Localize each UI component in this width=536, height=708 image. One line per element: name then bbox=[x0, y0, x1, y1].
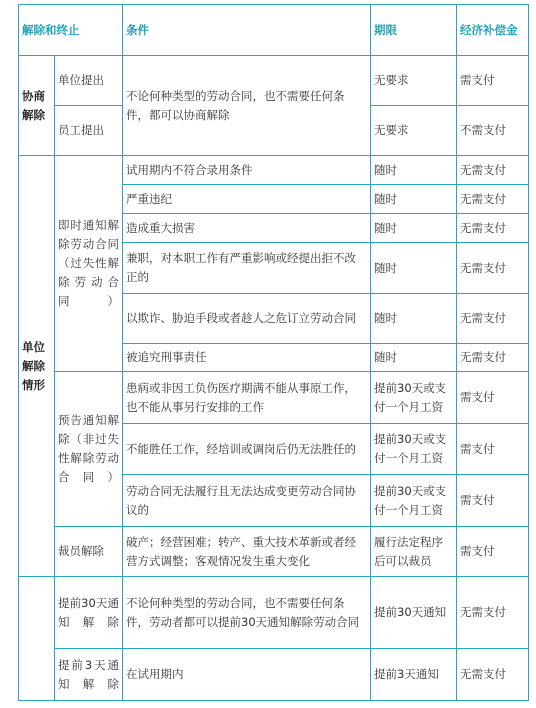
pay-cell: 无需支付 bbox=[457, 649, 529, 701]
labor-contract-table bbox=[18, 4, 529, 701]
pay-cell: 需支付 bbox=[457, 56, 529, 106]
category-mutual: 协商解除 bbox=[19, 56, 55, 156]
sub-3-day-notice: 提前3天通知解除 bbox=[55, 649, 123, 701]
pay-cell: 无需支付 bbox=[457, 185, 529, 214]
sub-30-day-notice: 提前30天通知解除 bbox=[55, 577, 123, 649]
condition-cell: 在试用期内 bbox=[123, 649, 371, 701]
condition-cell: 破产；经营困难；转产、重大技术革新或者经营方式调整；客观情况发生重大变化 bbox=[123, 527, 371, 577]
table-row bbox=[19, 372, 529, 424]
sub-layoff: 裁员解除 bbox=[55, 527, 123, 577]
pay-cell: 无需支付 bbox=[457, 243, 529, 294]
term-cell: 履行法定程序后可以裁员 bbox=[371, 527, 457, 577]
table-row bbox=[19, 577, 529, 649]
condition-cell: 不论何种类型的劳动合同，也不需要任何条件，劳动者都可以提前30天通知解除劳动合同 bbox=[123, 577, 371, 649]
pay-cell: 无需支付 bbox=[457, 344, 529, 372]
condition-cell: 劳动合同无法履行且无法达成变更劳动合同协议的 bbox=[123, 475, 371, 527]
pay-cell: 需支付 bbox=[457, 372, 529, 424]
condition-cell: 造成重大损害 bbox=[123, 214, 371, 243]
sub-employer-proposal: 单位提出 bbox=[55, 56, 123, 106]
condition-mutual: 不论何种类型的劳动合同，也不需要任何条件，都可以协商解除 bbox=[123, 56, 371, 156]
pay-cell: 无需支付 bbox=[457, 577, 529, 649]
condition-cell: 患病或非因工负伤医疗期满不能从事原工作，也不能从事另行安排的工作 bbox=[123, 372, 371, 424]
category-employee bbox=[19, 577, 55, 701]
term-cell: 随时 bbox=[371, 243, 457, 294]
condition-cell: 被追究刑事责任 bbox=[123, 344, 371, 372]
term-cell: 随时 bbox=[371, 214, 457, 243]
term-cell: 提前30天或支付一个月工资 bbox=[371, 475, 457, 527]
term-cell: 提前3天通知 bbox=[371, 649, 457, 701]
sub-immediate-notice: 即时通知解除劳动合同（过失性解除劳动合同） bbox=[55, 156, 123, 372]
term-cell: 提前30天或支付一个月工资 bbox=[371, 424, 457, 475]
sub-advance-notice: 预告通知解除（非过失性解除劳动合同） bbox=[55, 372, 123, 527]
term-cell: 提前30天或支付一个月工资 bbox=[371, 372, 457, 424]
pay-cell: 需支付 bbox=[457, 424, 529, 475]
pay-cell: 需支付 bbox=[457, 527, 529, 577]
pay-cell: 不需支付 bbox=[457, 106, 529, 156]
header-category: 解除和终止 bbox=[19, 5, 123, 56]
pay-cell: 无需支付 bbox=[457, 294, 529, 344]
term-cell: 随时 bbox=[371, 344, 457, 372]
table-row bbox=[19, 156, 529, 185]
term-cell: 无要求 bbox=[371, 56, 457, 106]
condition-cell: 不能胜任工作，经培训或调岗后仍无法胜任的 bbox=[123, 424, 371, 475]
header-compensation: 经济补偿金 bbox=[457, 5, 529, 56]
term-cell: 无要求 bbox=[371, 106, 457, 156]
term-cell: 随时 bbox=[371, 294, 457, 344]
condition-cell: 兼职，对本职工作有严重影响或经提出拒不改正的 bbox=[123, 243, 371, 294]
condition-cell: 以欺诈、胁迫手段或者趁人之危订立劳动合同 bbox=[123, 294, 371, 344]
header-row bbox=[19, 5, 529, 56]
term-cell: 提前30天通知 bbox=[371, 577, 457, 649]
table-row bbox=[19, 56, 529, 106]
table-row bbox=[19, 649, 529, 701]
table-row bbox=[19, 527, 529, 577]
header-term: 期限 bbox=[371, 5, 457, 56]
term-cell: 随时 bbox=[371, 185, 457, 214]
term-cell: 随时 bbox=[371, 156, 457, 185]
condition-cell: 试用期内不符合录用条件 bbox=[123, 156, 371, 185]
pay-cell: 无需支付 bbox=[457, 214, 529, 243]
category-employer: 单位解除情形 bbox=[19, 156, 55, 577]
pay-cell: 需支付 bbox=[457, 475, 529, 527]
sub-employee-proposal: 员工提出 bbox=[55, 106, 123, 156]
header-condition: 条件 bbox=[123, 5, 371, 56]
condition-cell: 严重违纪 bbox=[123, 185, 371, 214]
pay-cell: 无需支付 bbox=[457, 156, 529, 185]
